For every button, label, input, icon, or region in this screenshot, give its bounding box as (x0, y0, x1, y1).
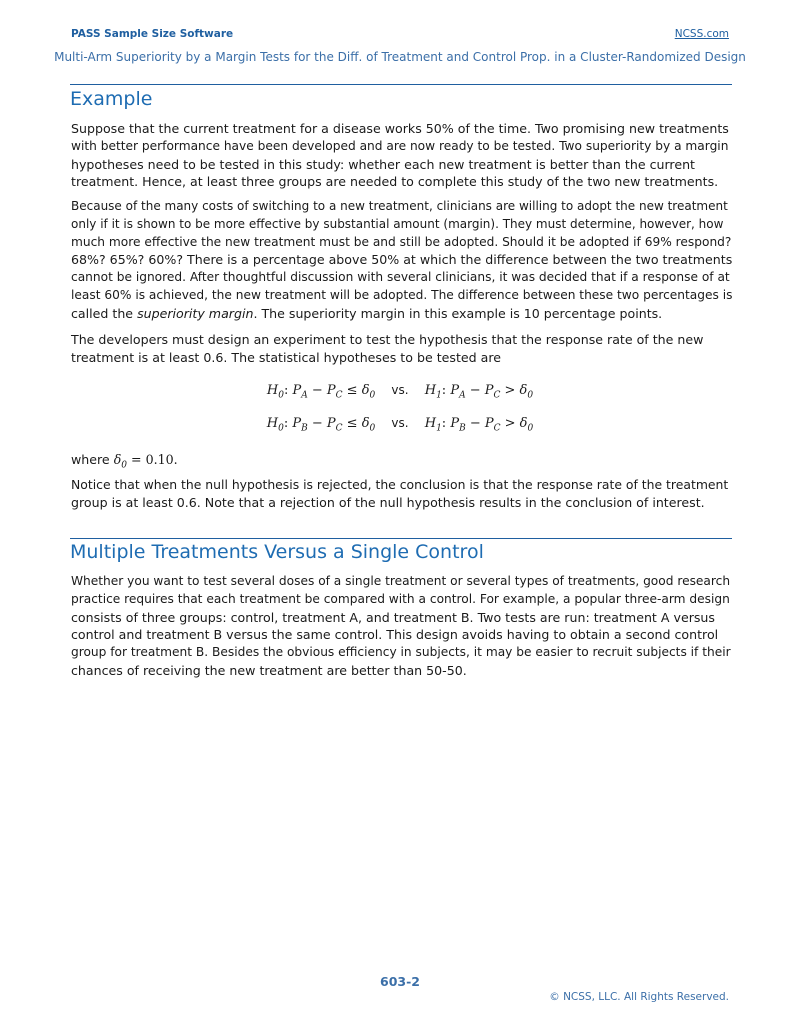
text-line: control and treatment B versus the same control. This design avoids having to obtain a second control (71, 627, 719, 643)
text-line: The developers must design an experiment to test the hypothesis that the response rate of the new (71, 332, 704, 347)
text-line: least 60% is achieved, the new treatment will be adopted. The difference between these two percentages is (71, 287, 733, 302)
example-paragraph-4 (71, 476, 733, 512)
text-line: consists of three groups: control, treatment A, and treatment B. Two tests are run: treatment A versus (71, 609, 715, 625)
example-paragraph-3 (71, 331, 733, 367)
header-divider (70, 84, 732, 85)
null-hypothesis-a: $H_0$: $P_A - P_C \le \delta_0$ (266, 383, 376, 401)
page-number: 603-2 (380, 974, 420, 989)
header-document-title: Multi-Arm Superiority by a Margin Tests for the Diff. of Treatment and Control Prop. in a Cluster-Randomized Design (54, 50, 746, 64)
section-divider (70, 538, 732, 539)
text-line: Because of the many costs of switching to a new treatment, clinicians are willing to adopt the new treatment (71, 199, 728, 213)
text-line: only if it is shown to be more effective by substantial amount (margin). They must determine, however, how (71, 216, 724, 231)
where-clause (71, 451, 733, 475)
example-paragraph-1 (71, 120, 733, 191)
text-line: 68%? 65%? 60%? There is a percentage above 50% at which the difference between the two treatments (71, 252, 733, 268)
copyright-notice: © NCSS, LLC. All Rights Reserved. (549, 991, 729, 1003)
text-run: called the (71, 305, 138, 321)
text-line: treatment. Hence, at least three groups are needed to complete this study of the two new treatments. (71, 174, 719, 190)
text-line: treatment is at least 0.6. The statistical hypotheses to be tested are (71, 349, 501, 365)
text-line: much more effective the new treatment must be and still be adopted. Should it be adopted if 69% respond? (71, 234, 732, 249)
text-run: . The superiority margin in this example is 10 percentage points. (253, 305, 663, 321)
vs-label: vs. (391, 416, 409, 430)
delta-symbol: $\delta_0$ (113, 452, 128, 471)
text-line: Whether you want to test several doses of a single treatment or several types of treatments, good research (71, 574, 731, 588)
multiple-paragraph-1 (71, 573, 733, 680)
section-heading-multiple-treatments: Multiple Treatments Versus a Single Control (70, 541, 484, 563)
example-paragraph-2 (71, 198, 733, 323)
hypothesis-equation-a (0, 383, 800, 401)
text-line: with better performance have been developed and are now ready to be tested. Two superiority by a margin (71, 138, 729, 153)
hypothesis-equation-b (0, 416, 800, 434)
emphasized-term: superiority margin (137, 305, 254, 321)
section-heading-example: Example (70, 88, 153, 110)
text-line: Suppose that the current treatment for a disease works 50% of the time. Two promising new treatments (71, 121, 729, 136)
header-ncss-link[interactable]: NCSS.com (674, 28, 729, 40)
delta-value: = 0.10. (131, 452, 178, 467)
text-line (71, 451, 733, 475)
text-line: hypotheses need to be tested in this study: whether each new treatment is better than the current (71, 156, 695, 172)
text-line: group is at least 0.6. Note that a rejection of the null hypothesis results in the conclusion of interest. (71, 494, 705, 510)
text-line: chances of receiving the new treatment are better than 50-50. (71, 662, 467, 678)
vs-label: vs. (391, 383, 409, 397)
text-line: group for treatment B. Besides the obvious efficiency in subjects, it may be easier to recruit subjects if their (71, 645, 731, 660)
text-line: cannot be ignored. After thoughtful discussion with several clinicians, it was decided that if a response of at (71, 270, 730, 285)
text-line: Notice that when the null hypothesis is rejected, the conclusion is that the response rate of the treatment (71, 477, 729, 492)
alternative-hypothesis-a: $H_1$: $P_A - P_C > \delta_0$ (424, 383, 534, 401)
null-hypothesis-b: $H_0$: $P_B - P_C \le \delta_0$ (266, 416, 376, 434)
text-line: practice requires that each treatment be compared with a control. For example, a popular three-arm design (71, 591, 730, 606)
alternative-hypothesis-b: $H_1$: $P_B - P_C > \delta_0$ (424, 416, 534, 434)
text-run: where (71, 452, 114, 467)
header-software-name: PASS Sample Size Software (71, 28, 234, 40)
text-line (71, 305, 733, 323)
